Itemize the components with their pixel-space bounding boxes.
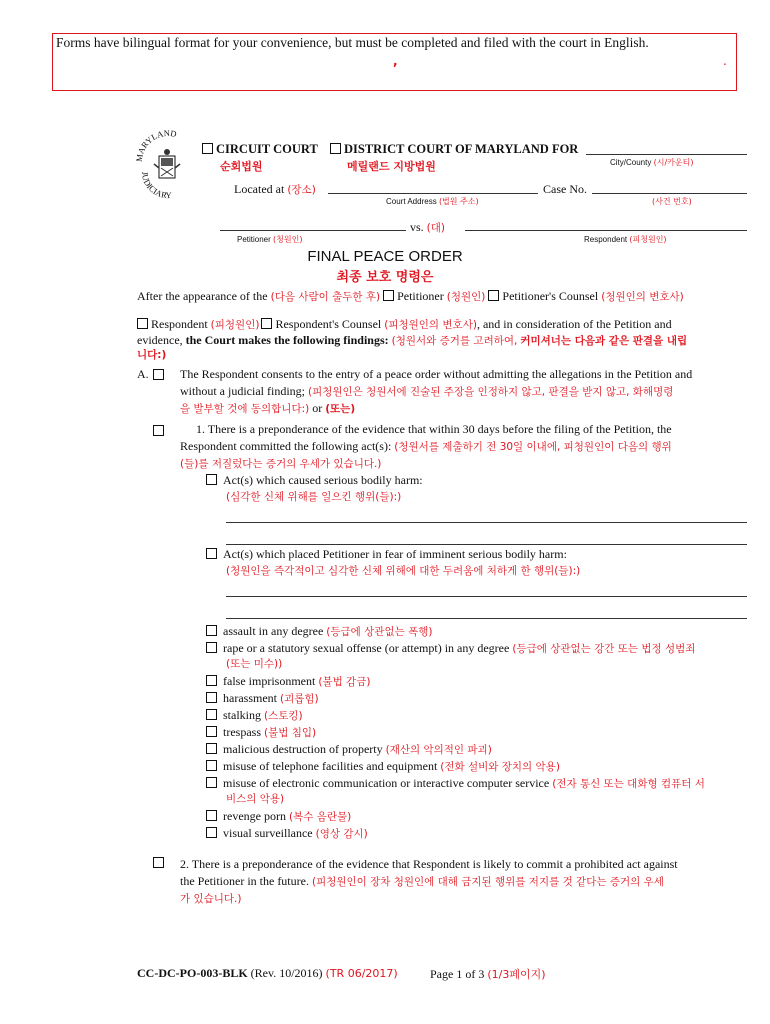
act-fear-checkbox[interactable] — [206, 548, 217, 559]
act-item[interactable]: assault in any degree (등급에 상관없는 폭행) — [206, 623, 432, 640]
seal-bottom-text: JUDICIARY — [139, 171, 172, 201]
findings-line: evidence, the Court makes the following findings: (청원서와 증거를 고려하여, 커미셔너는 다음과 같은 판결을 내립 — [137, 333, 688, 347]
act-item[interactable]: false imprisonment (불법 감금) — [206, 673, 370, 690]
act-checkbox[interactable] — [206, 692, 217, 703]
act-item[interactable]: malicious destruction of property (재산의 악의적인 파괴) — [206, 741, 492, 758]
act-fear-kr: (청원인을 즉각적이고 심각한 신체 위해에 대한 두려움에 처하게 한 행위(들):) — [226, 565, 581, 577]
svg-text:JUDICIARY — [140, 171, 172, 200]
respondent-label: Respondent (피청원인) — [584, 235, 667, 244]
act-item[interactable]: misuse of telephone facilities and equipment (전화 설비와 장치의 악용) — [206, 758, 560, 775]
section-a-text: The Respondent consents to the entry of a peace order without admitting the allegations in the Petition and without a judicial finding; (피청원인은 청원서에 진술된 주장을 인정하지 않고, 판결을 받지 않고, 화해명령 을 발부할 것에 동의합니다:) or (또는) — [180, 367, 693, 415]
page-title: FINAL PEACE ORDER — [307, 248, 463, 265]
act-injury-option[interactable]: Act(s) which caused serious bodily harm: — [206, 472, 423, 489]
case-no-field[interactable] — [592, 193, 747, 194]
finding-1-text: 1. There is a preponderance of the evidence that within 30 days before the filing of the Petition, the Respondent committed the following act(s): (청원서를 제출하기 전 30일 이내에, 피청원인이 다음의 행위 (들)를 저질렀다는 증거의 우세가 있습니다.) — [180, 422, 672, 470]
act-item[interactable]: rape or a statutory sexual offense (or attempt) in any degree (등급에 상관없는 강간 또는 법정 성범죄 — [206, 640, 695, 657]
findings-line-end: 니다:) — [137, 349, 167, 361]
court-address-field[interactable] — [328, 193, 538, 194]
finding-2-text: 2. There is a preponderance of the evidence that Respondent is likely to commit a prohibited act against the Petitioner in the future. (피청원인이 장차 청원인에 대해 금지된 행위를 저지를 것 같다는 증거의 우세 가 있습니다.) — [180, 857, 678, 905]
circuit-court-kr: 순회법원 — [220, 160, 263, 173]
section-a-checkbox[interactable] — [153, 369, 164, 380]
case-no-kr: (사건 번호) — [652, 197, 692, 206]
vs-label: vs. (대) — [410, 220, 446, 234]
petitioner-name-field[interactable] — [220, 230, 406, 231]
circuit-court-checkbox[interactable] — [202, 143, 213, 154]
section-a-label: A. — [137, 367, 149, 381]
appearance-line: After the appearance of the (다음 사람이 출두한 후) Petitioner (청원인) Petitioner's Counsel (청원인의 변호사) — [137, 289, 684, 303]
seal-icon — [136, 128, 198, 208]
act-item[interactable]: revenge porn (복수 음란물) — [206, 808, 351, 825]
petitioner-counsel-checkbox[interactable] — [488, 290, 499, 301]
act-item-kr-cont: (또는 미수)) — [226, 658, 283, 670]
notice-mark: , — [393, 54, 398, 68]
seal-top-text: ARYLAND — [136, 128, 178, 156]
footer-page-number: Page 1 of 3 (1/3페이지) — [430, 967, 546, 981]
district-court-checkbox[interactable] — [330, 143, 341, 154]
act-item[interactable]: visual surveillance (영상 감시) — [206, 825, 368, 842]
petitioner-label: Petitioner (청원인) — [237, 235, 303, 244]
act-checkbox[interactable] — [206, 777, 217, 788]
act-injury-kr: (심각한 신체 위해를 일으킨 행위(들):) — [226, 491, 402, 503]
act-checkbox[interactable] — [206, 743, 217, 754]
finding-2-checkbox[interactable] — [153, 857, 164, 868]
act-item[interactable]: stalking (스토킹) — [206, 707, 303, 724]
respondent-checkbox[interactable] — [137, 318, 148, 329]
act-checkbox[interactable] — [206, 726, 217, 737]
act-fear-field-line[interactable] — [226, 618, 747, 619]
act-checkbox[interactable] — [206, 827, 217, 838]
act-item-kr-cont: 비스의 악용) — [226, 793, 285, 805]
notice-mark: . — [723, 54, 727, 68]
act-checkbox[interactable] — [206, 760, 217, 771]
svg-text:MARYLAND — [136, 128, 177, 162]
city-county-label: City/County (시/카운티) — [610, 158, 694, 167]
act-checkbox[interactable] — [206, 709, 217, 720]
finding-1-checkbox[interactable] — [153, 425, 164, 436]
bilingual-notice-text: Forms have bilingual format for your convenience, but must be completed and filed with the court in English. — [56, 35, 649, 50]
bilingual-notice-box — [52, 33, 737, 91]
act-item[interactable]: harassment (괴롭힘) — [206, 690, 319, 707]
act-checkbox[interactable] — [206, 675, 217, 686]
page-title-kr: 최종 보호 명령은 — [336, 270, 434, 285]
maryland-judiciary-seal — [136, 128, 198, 208]
footer-form-id: CC-DC-PO-003-BLK (Rev. 10/2016) (TR 06/2017) — [137, 966, 398, 980]
respondent-counsel-checkbox[interactable] — [261, 318, 272, 329]
act-checkbox[interactable] — [206, 625, 217, 636]
act-fear-option[interactable]: Act(s) which placed Petitioner in fear of imminent serious bodily harm: — [206, 546, 567, 563]
act-injury-field-line[interactable] — [226, 522, 747, 523]
act-checkbox[interactable] — [206, 642, 217, 653]
act-checkbox[interactable] — [206, 810, 217, 821]
petitioner-checkbox[interactable] — [383, 290, 394, 301]
district-court-option[interactable]: DISTRICT COURT OF MARYLAND FOR — [330, 142, 578, 157]
district-court-kr: 메릴랜드 지방법원 — [347, 160, 436, 173]
respondent-line: Respondent (피청원인) Respondent's Counsel (피청원인의 변호사), and in consideration of the Petition and — [137, 316, 672, 334]
court-address-label: Court Address (법원 주소) — [386, 197, 479, 206]
act-item[interactable]: trespass (불법 침입) — [206, 724, 316, 741]
city-county-field[interactable] — [586, 154, 747, 155]
respondent-name-field[interactable] — [465, 230, 747, 231]
located-at-label: Located at (장소) — [234, 182, 316, 196]
act-item[interactable]: misuse of electronic communication or interactive computer service (전자 통신 또는 대화형 컴퓨터 서 — [206, 775, 705, 792]
act-fear-field-line[interactable] — [226, 596, 747, 597]
act-injury-field-line[interactable] — [226, 544, 747, 545]
circuit-court-option[interactable]: CIRCUIT COURT — [202, 142, 318, 157]
case-no-label: Case No. — [543, 182, 587, 196]
act-injury-checkbox[interactable] — [206, 474, 217, 485]
